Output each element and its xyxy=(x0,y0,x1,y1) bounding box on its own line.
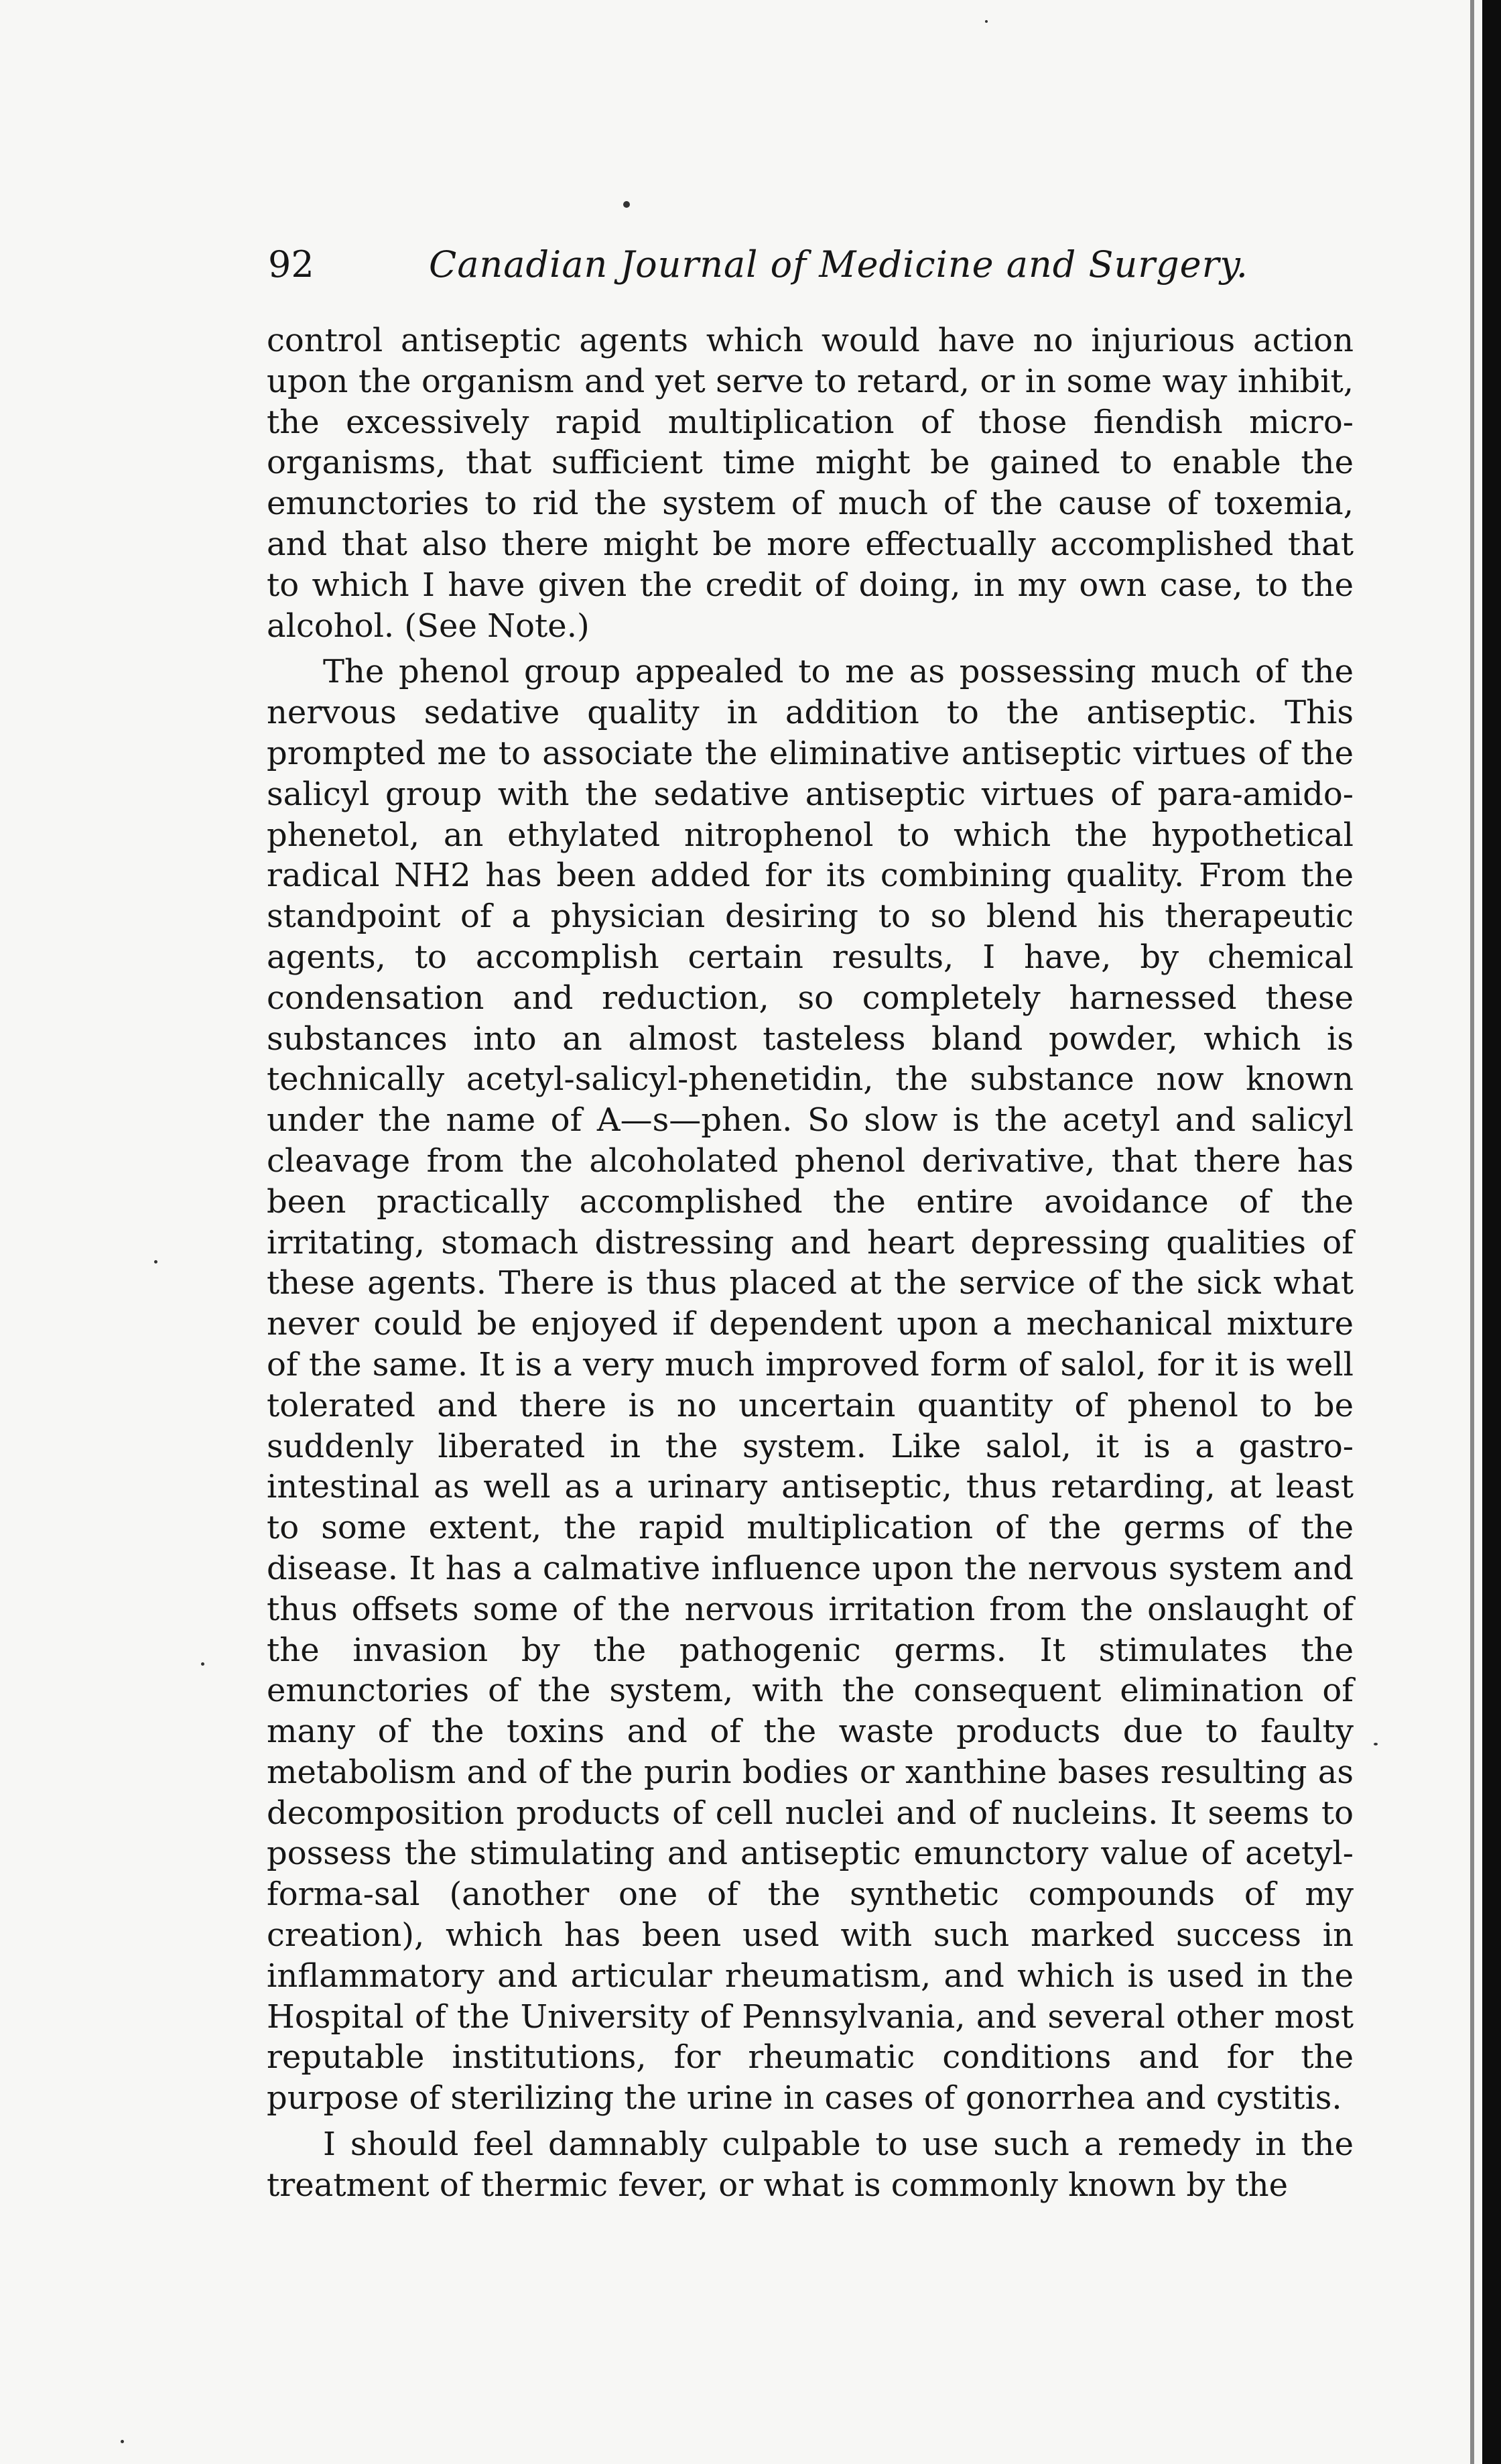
journal-title: Canadian Journal of Medicine and Surgery. xyxy=(429,243,1248,286)
scan-speck xyxy=(623,201,630,208)
paragraph: The phenol group appealed to me as possessing much of the nervous sedative quality in addition to the antiseptic. This prompted me to associate the eliminative antiseptic virtues of the salicyl group with the sedative antiseptic virtues of para-amido-phenetol, an ethylated nitrophenol to which the hypothetical radical NH2 has been added for its combining quality. From the standpoint of a physician desiring to so blend his therapeutic agents, to accomplish certain results, I have, by chemical condensation and reduction, so completely harnessed these substances into an almost tasteless bland powder, which is technically acetyl-salicyl-phenetidin, the substance now known under the name of A—s—phen. So slow is the acetyl and salicyl cleavage from the alcoholated phenol derivative, that there has been practically accomplished the entire avoidance of the irritating, stomach distressing and heart depressing qualities of these agents. There is thus placed at the service of the sick what never could be enjoyed if dependent upon a mechanical mixture of the same. It is a very much improved form of salol, for it is well tolerated and there is no uncertain quantity of phenol to be suddenly liberated in the system. Like salol, it is a gastro-intestinal as well as a urinary antiseptic, thus retarding, at least to some extent, the rapid multiplication of the germs of the disease. It has a calmative influence upon the nervous system and thus offsets some of the nervous irritation from the onslaught of the invasion by the pathogenic germs. It stimulates the emunctories of the system, with the consequent elimination of many of the toxins and of the waste products due to faulty metabolism and of the purin bodies or xanthine bases resulting as decomposition products of cell nuclei and of nucleins. It seems to possess the stimulating and antiseptic emunctory value of acetyl-forma-sal (another one of the synthetic compounds of my creation), which has been used with such marked success in inflammatory and articular rheumatism, and which is used in the Hospital of the University of Pennsylvania, and several other most reputable institutions, for rheumatic conditions and for the purpose of sterilizing the urine in cases of gonorrhea and cystitis. xyxy=(267,653,1354,2117)
page-edge-line xyxy=(1470,0,1474,2464)
body-text xyxy=(267,320,1354,2206)
scan-speck xyxy=(1374,1743,1378,1745)
scan-speck xyxy=(201,1662,204,1666)
page-number: 92 xyxy=(268,243,314,286)
paragraph: control antiseptic agents which would have no injurious action upon the organism and yet serve to retard, or in some way inhibit, the excessively rapid multiplication of those fiendish micro-organisms, that sufficient time might be gained to enable the emunctories to rid the system of much of the cause of toxemia, and that also there might be more effectually accomplished that to which I have given the credit of doing, in my own case, to the alcohol. (See Note.) xyxy=(267,322,1354,645)
scan-speck xyxy=(121,2440,124,2443)
paragraph: I should feel damnably culpable to use such a remedy in the treatment of thermic fever, or what is commonly known by the xyxy=(267,2126,1354,2204)
page-edge-shadow xyxy=(1482,0,1501,2464)
running-header xyxy=(268,238,1354,292)
scan-speck xyxy=(985,20,988,23)
scan-speck xyxy=(154,1260,157,1264)
